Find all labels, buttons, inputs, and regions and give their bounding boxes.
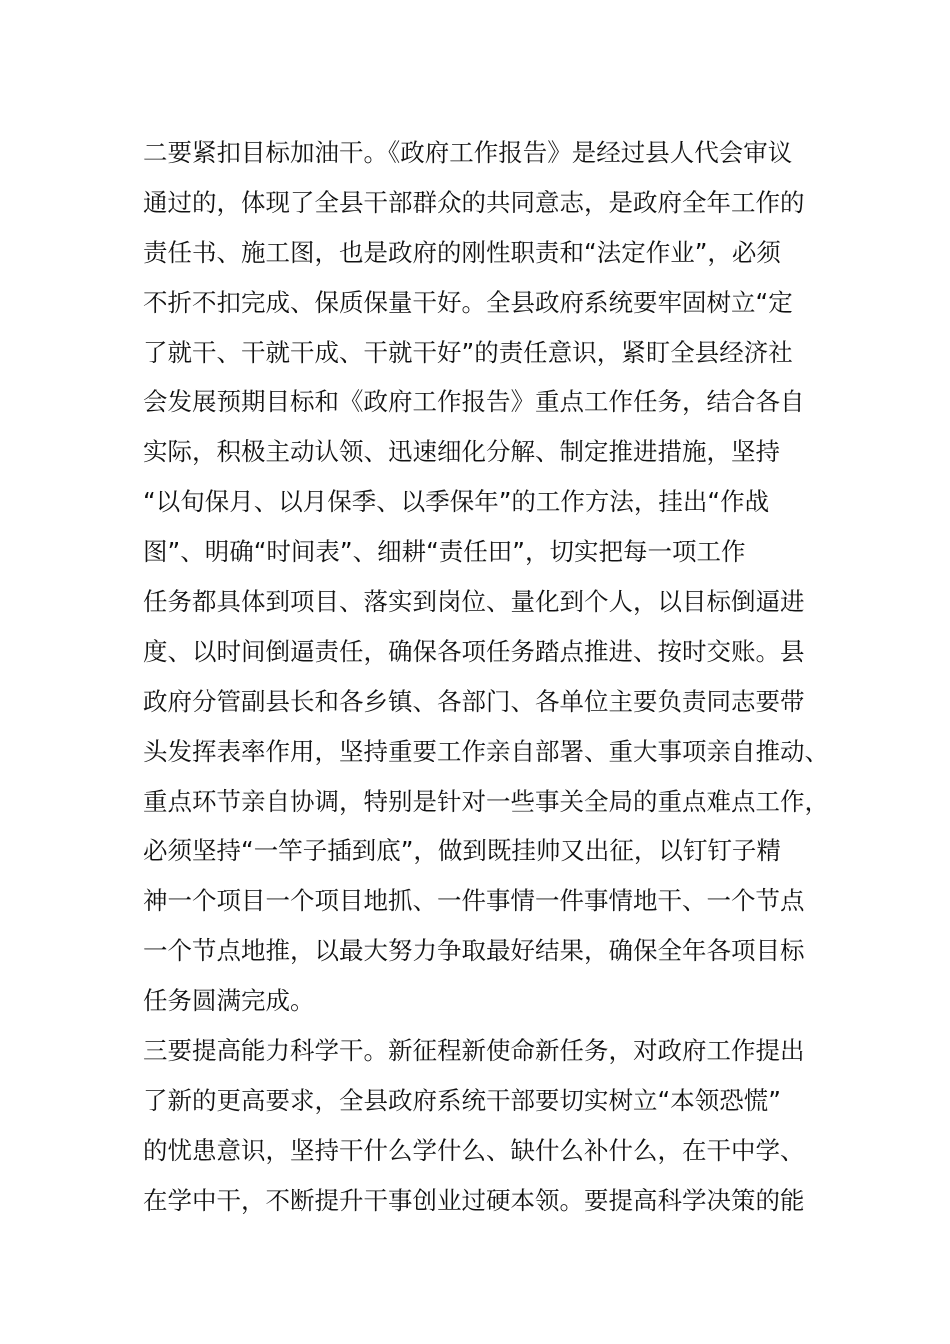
text-line: 会发展预期目标和《政府工作报告》重点工作任务，结合各自 bbox=[143, 387, 805, 417]
text-line: 了新的更高要求，全县政府系统干部要切实树立“本领恐慌” bbox=[143, 1085, 781, 1115]
text-line: 任务圆满完成。 bbox=[143, 986, 315, 1016]
text-line: 一个节点地推，以最大努力争取最好结果，确保全年各项目标 bbox=[143, 936, 805, 966]
text-line: 重点环节亲自协调，特别是针对一些事关全局的重点难点工作， bbox=[143, 786, 829, 816]
text-line: 责任书、施工图，也是政府的刚性职责和“法定作业”，必须 bbox=[143, 237, 781, 267]
text-line: 三要提高能力科学干。新征程新使命新任务，对政府工作提出 bbox=[143, 1036, 805, 1066]
text-line: 度、以时间倒逼责任，确保各项任务踏点推进、按时交账。县 bbox=[143, 636, 805, 666]
text-line: 二要紧扣目标加油干。《政府工作报告》是经过县人代会审议 bbox=[143, 138, 793, 167]
text-line: 实际，积极主动认领、迅速细化分解、制定推进措施，坚持 bbox=[143, 437, 780, 467]
text-line: 了就干、干就干成、干就干好”的责任意识，紧盯全县经济社 bbox=[143, 337, 793, 367]
text-line: 在学中干，不断提升干事创业过硬本领。要提高科学决策的能 bbox=[143, 1185, 805, 1215]
text-line: 任务都具体到项目、落实到岗位、量化到个人，以目标倒逼进 bbox=[143, 587, 805, 617]
text-line: 不折不扣完成、保质保量干好。全县政府系统要牢固树立“定 bbox=[143, 287, 793, 317]
text-line: “以旬保月、以月保季、以季保年”的工作方法，挂出“作战 bbox=[143, 487, 770, 517]
text-line: 神一个项目一个项目地抓、一件事情一件事情地干、一个节点 bbox=[143, 886, 805, 916]
text-line: 图”、明确“时间表”、细耕“责任田”，切实把每一项工作 bbox=[143, 537, 746, 567]
text-line: 头发挥表率作用，坚持重要工作亲自部署、重大事项亲自推动、 bbox=[143, 736, 829, 766]
text-line: 必须坚持“一竿子插到底”，做到既挂帅又出征，以钉钉子精 bbox=[143, 836, 781, 866]
text-line: 通过的，体现了全县干部群众的共同意志，是政府全年工作的 bbox=[143, 187, 805, 217]
body-text bbox=[143, 128, 829, 1226]
text-line: 政府分管副县长和各乡镇、各部门、各单位主要负责同志要带 bbox=[143, 686, 805, 716]
text-line: 的忧患意识，坚持干什么学什么、缺什么补什么，在干中学、 bbox=[143, 1135, 805, 1165]
